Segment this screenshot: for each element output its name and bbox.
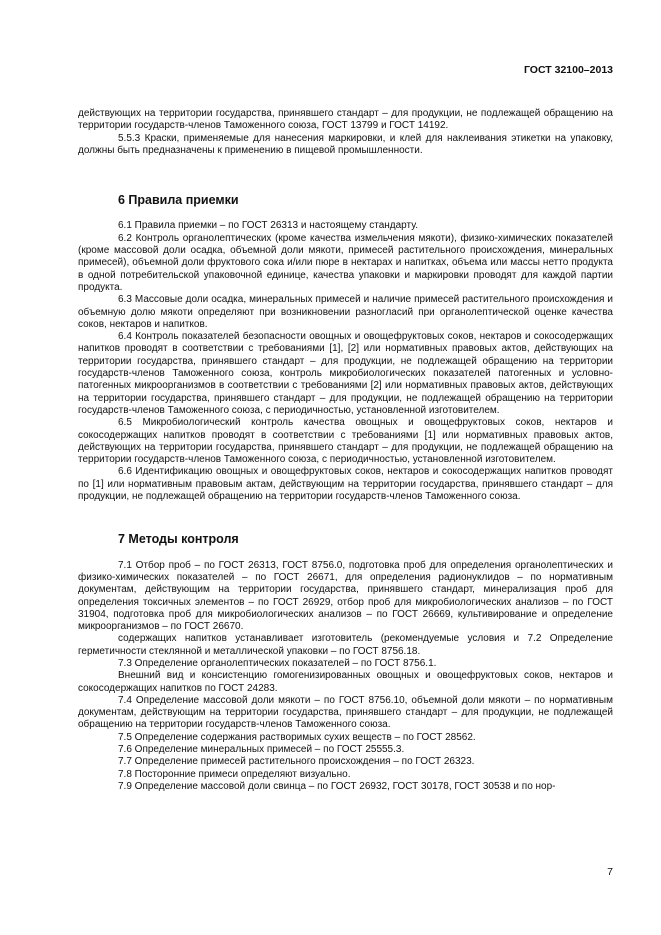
- page-number: 7: [607, 866, 613, 878]
- section-6-heading: 6 Правила приемки: [118, 193, 239, 208]
- paragraph-7-1: 7.1 Отбор проб – по ГОСТ 26313, ГОСТ 8756.0, подготовка проб для определения органолептических и физико-химических показателей – по ГОСТ 26671, для определения радионуклидов – по нормативным документам, действующим на территории государства, принявшего стандарт, минерализация проб для определения токсичных элементов – по ГОСТ 26929, отбор проб для микробиологических анализов – по ГОСТ 31904, подготовка проб для микробиологических анализов – по ГОСТ 26669, культивирование и определение микроорганизмов – по ГОСТ 26670.: [78, 559, 613, 633]
- paragraph-6-5: 6.5 Микробиологический контроль качества овощных и овощефруктовых соков, нектаров и сокосодержащих напитков проводят в соответствии с требованиями [1] или нормативных правовых актов, действующих на территории государства, принявшего стандарт – для продукции, не подлежащей обращению на территории государств-членов Таможенного союза, с периодичностью, установленной изготовителем.: [78, 417, 613, 466]
- paragraph-7-5: 7.5 Определение содержания растворимых сухих веществ – по ГОСТ 28562.: [118, 731, 476, 743]
- paragraph-7-4: 7.4 Определение массовой доли мякоти – по ГОСТ 8756.10, объемной доли мякоти – по нормативным документам, действующим на территории государства, принявшего стандарт – для продукции, не подлежащей обращению на территории государств-членов Таможенного союза.: [78, 694, 613, 731]
- document-code: ГОСТ 32100–2013: [523, 64, 613, 76]
- paragraph-7-6: 7.6 Определение минеральных примесей – по ГОСТ 25555.3.: [118, 744, 405, 756]
- paragraph-6-6: 6.6 Идентификацию овощных и овощефруктовых соков, нектаров и сокосодержащих напитков проводят по [1] или нормативным правовым актам, действующим на территории государства, принявшего стандарт – для продукции, не подлежащей обращению на территории государств-членов Таможенного союза.: [78, 466, 613, 503]
- paragraph-6-3: 6.3 Массовые доли осадка, минеральных примесей и наличие примесей растительного происхождения и объемную долю мякоти определяют при возникновении разногласий при органолептической оценке качества соков, нектаров и напитков.: [78, 294, 613, 330]
- paragraph-7-3-appearance: Внешний вид и консистенцию гомогенизированных овощных и овощефруктовых соков, нектаров и сокосодержащих напитков по ГОСТ 24283.: [78, 670, 613, 694]
- paragraph-6-1: 6.1 Правила приемки – по ГОСТ 26313 и настоящему стандарту.: [118, 220, 418, 232]
- paragraph-7-2: содержащих напитков устанавливает изготовитель (рекомендуемые условия и 7.2 Определение герметичности стеклянной и металлической упаковки – по ГОСТ 8756.18.: [78, 633, 613, 657]
- section-7-heading: 7 Методы контроля: [118, 532, 239, 547]
- paragraph-5-5-3: 5.5.3 Краски, применяемые для нанесения маркировки, и клей для наклеивания этикетки на упаковку, должны быть предназначены к применению в пищевой промышленности.: [78, 132, 613, 156]
- paragraph-continuation: действующих на территории государства, принявшего стандарт – для продукции, не подлежащей обращению на территории государств-членов Таможенного союза, ГОСТ 13799 и ГОСТ 14192.: [78, 108, 613, 132]
- paragraph-7-8: 7.8 Посторонние примеси определяют визуально.: [118, 768, 351, 780]
- paragraph-6-4: 6.4 Контроль показателей безопасности овощных и овощефруктовых соков, нектаров и сокосодержащих напитков проводят в соответствии с требованиями [1], [2] или нормативных правовых актов, действующих на территории государства, принявшего стандарт – для продукции, не подлежащей обращению на территории государств-членов Таможенного союза, контроль микробиологических показателей патогенных и условно-патогенных микроорганизмов в соответствии с требованиями [2] или нормативных правовых актов, действующих на территории государства, принявшего стандарт – для продукции, не подлежащей обращению на территории государств-членов Таможенного союза, с периодичностью, установленной изготовителем.: [78, 331, 613, 416]
- page-content: [78, 108, 613, 793]
- paragraph-7-7: 7.7 Определение примесей растительного происхождения – по ГОСТ 26323.: [118, 756, 475, 768]
- paragraph-6-2: 6.2 Контроль органолептических (кроме качества измельчения мякоти), физико-химических показателей (кроме массовой доли осадка, объемной доли мякоти, примесей растительного происхождения, минеральных примесей), объемной доли фруктового сока и/или пюре в нектарах и напитках, объема или массы нетто продукта в одной потребительской упаковочной единице, качества упаковки и маркировки проводят для каждой партии продукта.: [78, 232, 613, 293]
- paragraph-7-3: 7.3 Определение органолептических показателей – по ГОСТ 8756.1.: [118, 657, 437, 669]
- paragraph-7-9: 7.9 Определение массовой доли свинца – по ГОСТ 26932, ГОСТ 30178, ГОСТ 30538 и по нор-: [118, 780, 556, 792]
